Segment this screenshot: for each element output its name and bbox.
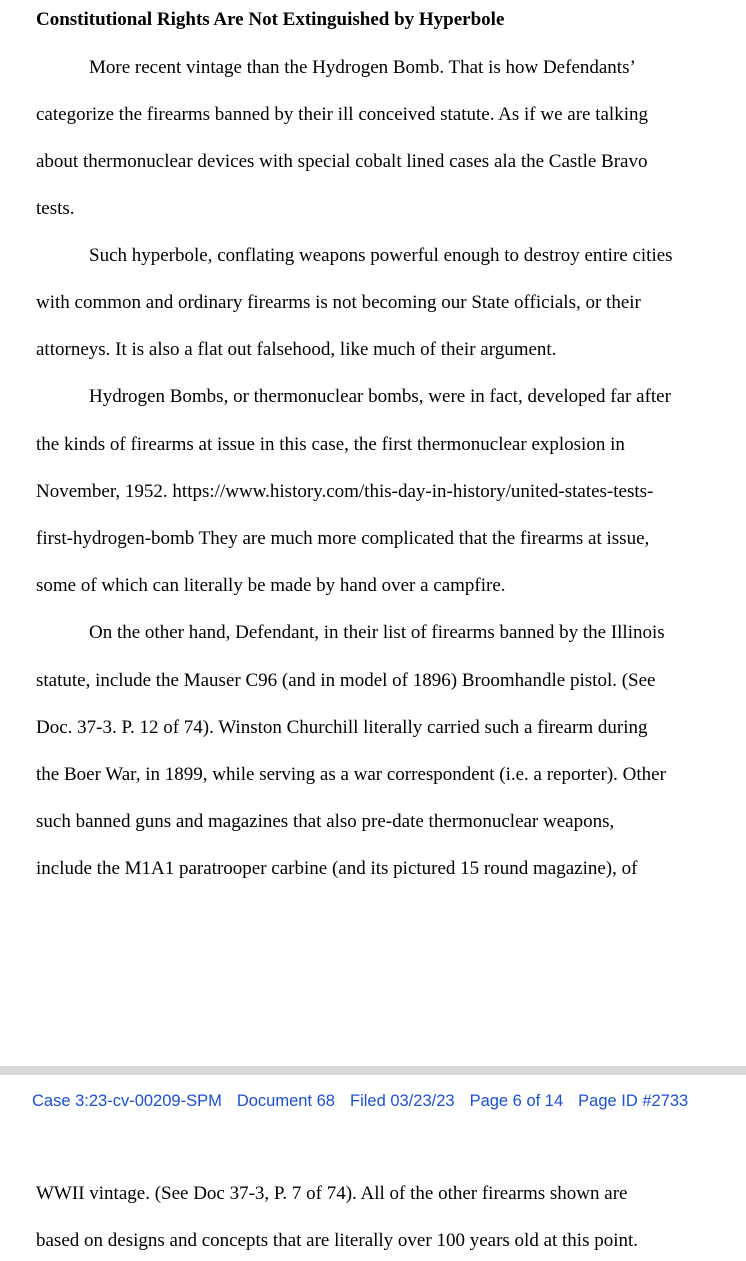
page-separator — [0, 1066, 746, 1075]
text-line: include the M1A1 paratrooper carbine (and its pictured 15 round magazine), of — [36, 858, 638, 879]
text-line: Doc. 37-3. P. 12 of 74). Winston Churchill literally carried such a firearm during — [36, 717, 648, 738]
text-line: some of which can literally be made by hand over a campfire. — [36, 575, 506, 596]
text-line: November, 1952. https://www.history.com/this-day-in-history/united-states-tests- — [36, 481, 654, 502]
text-line: such banned guns and magazines that also pre-date thermonuclear weapons, — [36, 811, 615, 832]
page-id: Page ID #2733 — [578, 1092, 689, 1110]
text-line: Hydrogen Bombs, or thermonuclear bombs, were in fact, developed far after — [89, 386, 671, 407]
text-line: first-hydrogen-bomb They are much more complicated that the firearms at issue, — [36, 528, 650, 549]
case-number: Case 3:23-cv-00209-SPM — [32, 1092, 222, 1110]
text-line: with common and ordinary firearms is not becoming our State officials, or their — [36, 292, 641, 313]
text-line: On the other hand, Defendant, in their list of firearms banned by the Illinois — [89, 622, 665, 643]
text-line: WWII vintage. (See Doc 37-3, P. 7 of 74). All of the other firearms shown are — [36, 1183, 628, 1204]
text-line: about thermonuclear devices with special cobalt lined cases ala the Castle Bravo — [36, 151, 648, 172]
page-number: Page 6 of 14 — [469, 1092, 564, 1110]
filed-date: Filed 03/23/23 — [349, 1092, 455, 1110]
text-line: More recent vintage than the Hydrogen Bomb. That is how Defendants’ — [89, 57, 636, 78]
text-line: based on designs and concepts that are literally over 100 years old at this point. — [36, 1230, 639, 1251]
text-line: the kinds of firearms at issue in this case, the first thermonuclear explosion in — [36, 434, 625, 455]
case-header — [32, 1092, 688, 1111]
document-number: Document 68 — [236, 1092, 335, 1110]
text-line: attorneys. It is also a flat out falsehood, like much of their argument. — [36, 339, 557, 360]
text-line: tests. — [36, 198, 75, 219]
text-line: the Boer War, in 1899, while serving as a war correspondent (i.e. a reporter). Other — [36, 764, 666, 785]
text-line: Such hyperbole, conflating weapons powerful enough to destroy entire cities — [89, 245, 673, 266]
document-page-current — [0, 1135, 746, 1261]
section-heading: Constitutional Rights Are Not Extinguished by Hyperbole — [36, 9, 505, 30]
text-line: categorize the firearms banned by their ill conceived statute. As if we are talking — [36, 104, 648, 125]
text-line: statute, include the Mauser C96 (and in model of 1896) Broomhandle pistol. (See — [36, 670, 656, 691]
